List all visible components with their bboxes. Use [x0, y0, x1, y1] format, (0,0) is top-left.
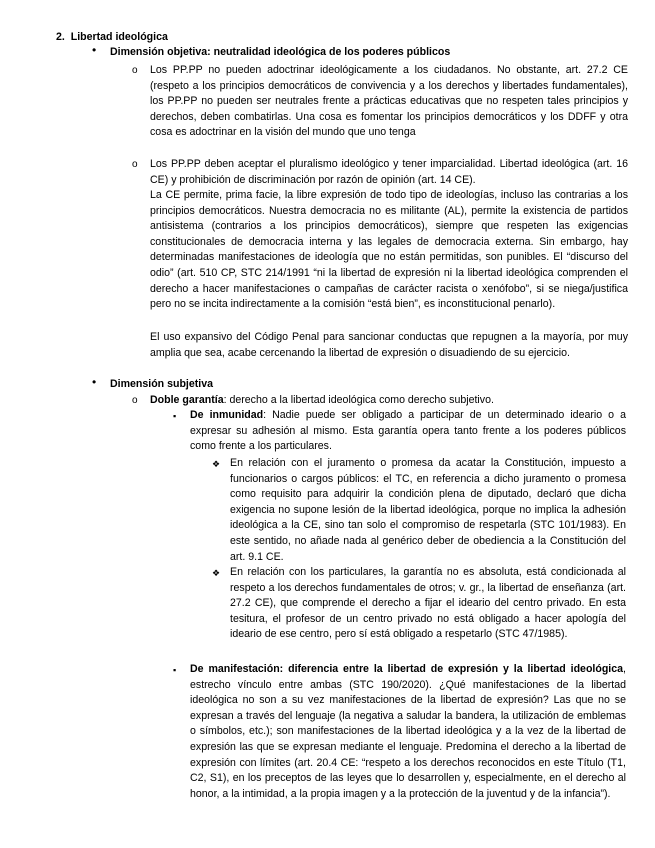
section-heading — [56, 30, 168, 46]
particulares-paragraph: En relación con los particulares, la garantía no es absoluta, está condicionada al respeto a los derechos fundamentales de otros; v. gr., la libertad de enseñanza (art. 27.2 CE), que comprende el derecho a fijar el ideario del centro privado. En esta tesitura, el profesor de un centro privado no está obligado a hacer apología del ideario de ese centro, pero sí está obligado a respetarlo (STC 47/1985). — [230, 566, 626, 641]
bullet-disc: • — [92, 43, 97, 57]
dimension-subjetiva-heading: Dimensión subjetiva — [110, 378, 214, 390]
doble-garantia-title: Doble garantía — [150, 394, 224, 406]
doble-garantia — [150, 393, 628, 409]
objetiva-item-1: Los PP.PP no pueden adoctrinar ideológicamente a los ciudadanos. No obstante, art. 27.2 CE (respeto a los principios democráticos de convivencia y a los derechos y libertades fundamentales), los PP.PP no pueden ser neutrales frente a prácticas educativas que no respeten tales principios y derechos, deben combatirlas. Una cosa es fomentar los principios democráticos y los DDFF y otra cosa es adoctrinar en la visión del mundo que uno tenga — [150, 64, 628, 139]
juramento-paragraph: En relación con el juramento o promesa da acatar la Constitución, impuesto a funcionarios o cargos públicos: el TC, en referencia a dicho juramento o promesa como requisito para adquirir la condición plena de diputado, declaró que dicha exigencia no supone lesión de la libertad ideológica, porque no implica la adhesión ideológica a la CE, sino tan solo el compromiso de respetarla (STC 101/1983). En este sentido, no añade nada al genérico deber de obediencia a la Constitución del art. 9.1 CE. — [230, 457, 626, 563]
objetiva-item-2-paragraph-3: El uso expansivo del Código Penal para sancionar conductas que repugnen a la mayoría, por muy amplia que sea, acabe cercenando la libertad de expresión o disuadiendo de su ejercicio. — [150, 331, 628, 359]
bullet-square: ▪ — [173, 411, 177, 421]
objetiva-item-2: Los PP.PP deben aceptar el pluralismo ideológico y tener imparcialidad. Libertad ideológica (art. 16 CE) y prohibición de discriminación por razón de opinión (art. 14 CE). — [150, 158, 628, 186]
dimension-objetiva-heading: Dimensión objetiva: neutralidad ideológica de los poderes públicos — [110, 46, 451, 58]
section-title: Libertad ideológica — [70, 31, 168, 43]
bullet-diamond: ❖ — [212, 459, 221, 469]
bullet-circle: o — [132, 65, 138, 76]
doble-garantia-text: : derecho a la libertad ideológica como derecho subjetivo. — [223, 394, 494, 406]
objetiva-item-2-paragraph-2: La CE permite, prima facie, la libre expresión de todo tipo de ideologías, incluso las contrarias a los principios democráticos. Nuestra democracia no es militante (AL), permite la existencia de partidos antisistema (contrarios a los principios democráticos), siempre que respeten las exigencias constitucionales de democracia interna y las legales de democracia externa. Sin embargo, hay determinadas manifestaciones de ideología que no están permitidas, son punibles. El “discurso del odio” (art. 510 CP, STC 214/1991 “ni la libertad de expresión ni la libertad ideológica comprenden el derecho a hacer manifestaciones o campañas de carácter racista o xenófobo”, si se niega/justifica pero no se incita indirectamente a la comisión “está bien”, es inconstitucional penarlo). — [150, 189, 628, 311]
bullet-disc: • — [92, 375, 97, 389]
bullet-circle: o — [132, 395, 138, 406]
garantia-manifestacion — [190, 662, 626, 802]
bullet-diamond: ❖ — [212, 568, 221, 578]
garantia-inmunidad — [190, 408, 626, 455]
inmunidad-text: : Nadie puede ser obligado a participar de un determinado ideario o a expresar su adhesión al mismo. Esta garantía opera tanto frente a los poderes públicos como frente a los particulares. — [190, 409, 626, 453]
inmunidad-title: De inmunidad — [190, 409, 264, 421]
bullet-circle: o — [132, 159, 138, 170]
manifestacion-title: De manifestación: diferencia entre la libertad de expresión y la libertad ideológica — [190, 663, 624, 675]
bullet-square: ▪ — [173, 665, 177, 675]
manifestacion-text: , estrecho vínculo entre ambas (STC 190/2020). ¿Qué manifestaciones de la libertad ideológica no son a su vez manifestaciones de la libertad de expresión? Las que no se expresan a través del lenguaje (la negativa a saludar la bandera, la utilización de emblemas o símbolos, etc.); son manifestaciones de la libertad ideológica y a la vez de la libertad de expresión las que se expresan mediante el lenguaje. Predomina el derecho a la libertad de expresión con límites (art. 20.4 CE: “respeto a los derechos reconocidos en este Título (T1, C2, S1), en los preceptos de las leyes que lo desarrollen y, especialmente, en el derecho al honor, a la intimidad, a la propia imagen y a la protección de la juventud y de la infancia”). — [190, 663, 626, 800]
section-number: 2. — [56, 31, 65, 43]
